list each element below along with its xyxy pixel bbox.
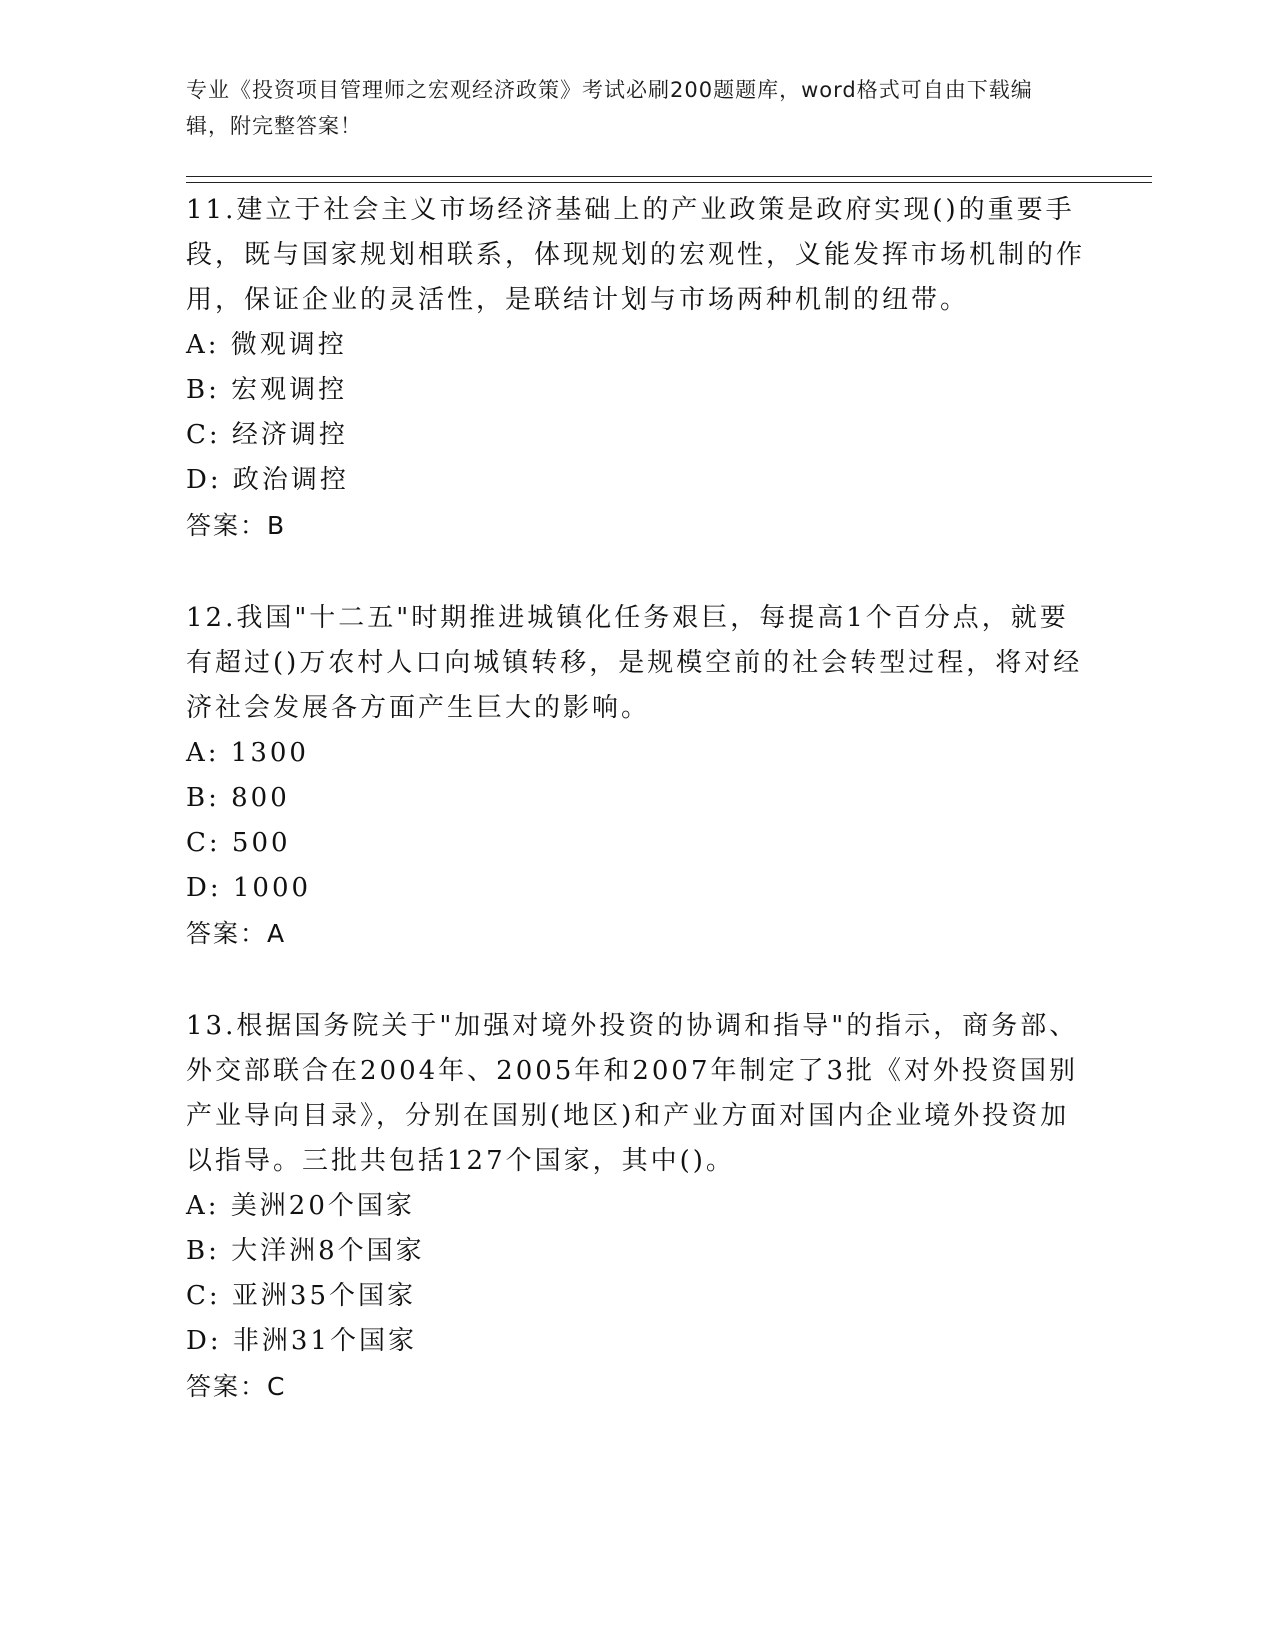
- question-11: [186, 188, 1086, 548]
- answer: 答案：A: [186, 919, 287, 948]
- option-a: A: 美洲20个国家: [186, 1191, 415, 1221]
- question-stem: 12.我国"十二五"时期推进城镇化任务艰巨，每提高1个百分点，就要有超过()万农村人口向城镇转移，是规模空前的社会转型过程，将对经济社会发展各方面产生巨大的影响。: [186, 603, 1083, 723]
- option-d: D: 1000: [186, 873, 312, 903]
- header-divider-bottom: [186, 182, 1152, 183]
- option-c: C: 亚洲35个国家: [186, 1281, 417, 1311]
- option-b: B: 800: [186, 783, 290, 813]
- option-b: B: 大洋洲8个国家: [186, 1236, 425, 1266]
- option-c: C: 经济调控: [186, 420, 348, 450]
- option-a: A: 1300: [186, 738, 309, 768]
- option-d: D: 政治调控: [186, 465, 349, 495]
- document-header: 专业《投资项目管理师之宏观经济政策》考试必刷200题题库，word格式可自由下载编辑，附完整答案！: [186, 78, 1033, 138]
- option-a: A: 微观调控: [186, 330, 347, 360]
- question-12: [186, 596, 1086, 956]
- answer: 答案：B: [186, 511, 287, 540]
- option-b: B: 宏观调控: [186, 375, 348, 405]
- question-stem: 13.根据国务院关于"加强对境外投资的协调和指导"的指示，商务部、外交部联合在2004年、2005年和2007年制定了3批《对外投资国别产业导向目录》，分别在国别(地区)和产业方面对国内企业境外投资加以指导。三批共包括127个国家，其中()。: [186, 1011, 1079, 1176]
- option-d: D: 非洲31个国家: [186, 1326, 417, 1356]
- question-stem: 11.建立于社会主义市场经济基础上的产业政策是政府实现()的重要手段，既与国家规划相联系，体现规划的宏观性，义能发挥市场机制的作用，保证企业的灵活性，是联结计划与市场两种机制的纽带。: [186, 195, 1086, 315]
- answer: 答案：C: [186, 1372, 287, 1401]
- question-13: [186, 1004, 1086, 1409]
- option-c: C: 500: [186, 828, 291, 858]
- header-divider-top: [186, 176, 1152, 177]
